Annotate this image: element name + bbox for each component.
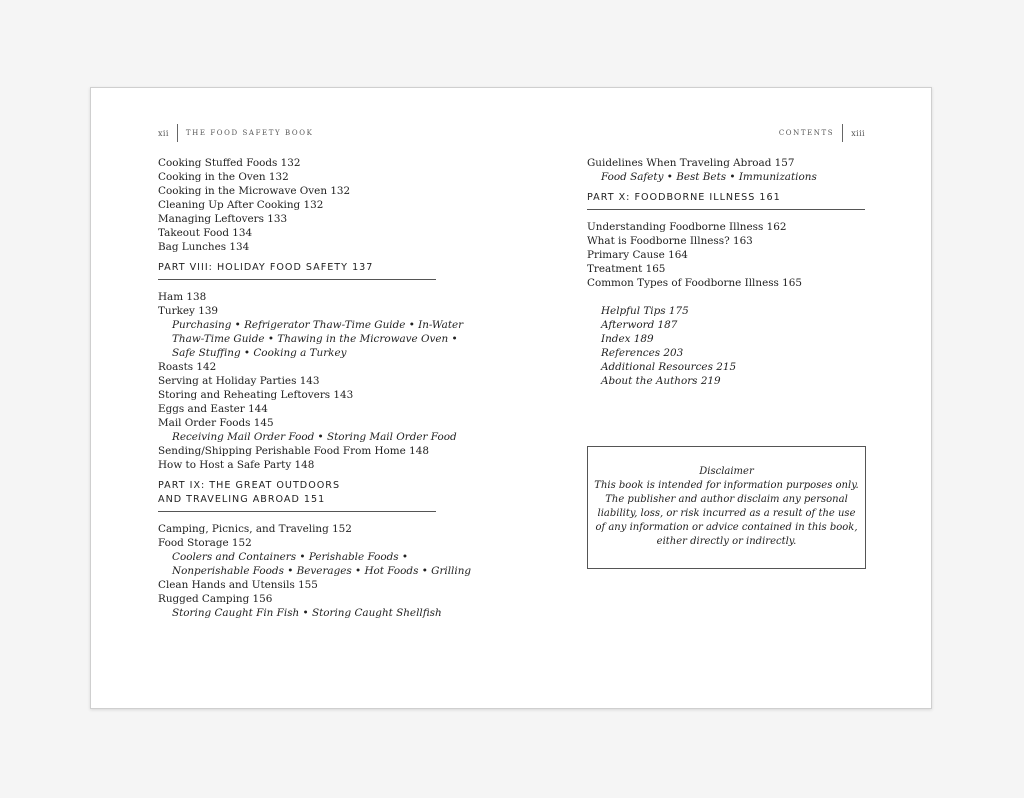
toc-subentry: Coolers and Containers • Perishable Foods • [172, 551, 409, 563]
toc-entry: Camping, Picnics, and Traveling 152 [158, 523, 352, 535]
disclaimer-line: The publisher and author disclaim any personal [605, 494, 848, 505]
toc-entry: Treatment 165 [587, 263, 666, 275]
toc-entry: Cooking in the Microwave Oven 132 [158, 185, 351, 197]
right-running-title: CONTENTS [778, 129, 835, 137]
back-matter-entry: Afterword 187 [601, 319, 678, 331]
toc-subentry: Food Safety • Best Bets • Immunizations [601, 171, 817, 183]
left-running-title: THE FOOD SAFETY BOOK [185, 129, 314, 137]
left-page-number: xii [158, 128, 169, 138]
right-toc-column [587, 156, 865, 388]
toc-entry: What is Foodborne Illness? 163 [587, 235, 753, 247]
running-head-divider [177, 124, 178, 142]
right-running-head [779, 124, 865, 142]
toc-entry: Managing Leftovers 133 [158, 213, 288, 225]
toc-subentry: Nonperishable Foods • Beverages • Hot Foods • Grilling [172, 565, 472, 577]
toc-entry: Mail Order Foods 145 [158, 417, 274, 429]
left-running-head [158, 124, 313, 142]
toc-entry: How to Host a Safe Party 148 [158, 459, 315, 471]
back-matter-entry: About the Authors 219 [601, 375, 721, 387]
disclaimer-line: liability, loss, or risk incurred as a result of the use [597, 508, 856, 519]
toc-entry: Bag Lunches 134 [158, 241, 250, 253]
left-toc-column [158, 156, 472, 620]
part-x-heading [587, 184, 865, 210]
toc-entry: Cooking in the Oven 132 [158, 171, 289, 183]
toc-entry: Primary Cause 164 [587, 249, 688, 261]
toc-entry: Roasts 142 [158, 361, 217, 373]
back-matter-entry: Helpful Tips 175 [601, 305, 689, 317]
toc-subentry: Purchasing • Refrigerator Thaw-Time Guide • In-Water [172, 319, 464, 331]
toc-subentry: Storing Caught Fin Fish • Storing Caught Shellfish [172, 607, 442, 619]
toc-entry: Sending/Shipping Perishable Food From Home 148 [158, 445, 429, 457]
toc-entry: Cleaning Up After Cooking 132 [158, 199, 324, 211]
toc-entry: Common Types of Foodborne Illness 165 [587, 277, 803, 289]
toc-subentry: Thaw-Time Guide • Thawing in the Microwave Oven • [172, 333, 458, 345]
toc-entry: Guidelines When Traveling Abroad 157 [587, 157, 795, 169]
disclaimer-title: Disclaimer [699, 466, 754, 477]
disclaimer-box [587, 446, 866, 569]
toc-entry: Food Storage 152 [158, 537, 252, 549]
toc-entry: Eggs and Easter 144 [158, 403, 268, 415]
toc-entry: Turkey 139 [158, 305, 219, 317]
part-viii-heading [158, 254, 436, 280]
book-spread [90, 87, 932, 709]
spacer [587, 290, 865, 304]
disclaimer-line: either directly or indirectly. [656, 536, 797, 547]
disclaimer-line: This book is intended for information purposes only. [594, 480, 859, 491]
part-ix-heading [158, 472, 436, 512]
disclaimer-line: of any information or advice contained in this book, [595, 522, 858, 533]
part-heading-text: PART VIII: HOLIDAY FOOD SAFETY 137 [158, 262, 374, 273]
toc-subentry: Receiving Mail Order Food • Storing Mail Order Food [172, 431, 457, 443]
running-head-divider [842, 124, 843, 142]
back-matter-entry: Additional Resources 215 [601, 361, 737, 373]
right-page-number: xiii [851, 128, 865, 138]
toc-entry: Rugged Camping 156 [158, 593, 273, 605]
toc-subentry: Safe Stuffing • Cooking a Turkey [172, 347, 347, 359]
toc-entry: Understanding Foodborne Illness 162 [587, 221, 787, 233]
part-heading-text: PART X: FOODBORNE ILLNESS 161 [587, 192, 781, 203]
toc-entry: Cooking Stuffed Foods 132 [158, 157, 301, 169]
toc-entry: Storing and Reheating Leftovers 143 [158, 389, 354, 401]
toc-entry: Takeout Food 134 [158, 227, 253, 239]
part-heading-text: PART IX: THE GREAT OUTDOORS [158, 480, 341, 491]
toc-entry: Clean Hands and Utensils 155 [158, 579, 318, 591]
back-matter-entry: Index 189 [601, 333, 654, 345]
back-matter-entry: References 203 [601, 347, 684, 359]
part-heading-text: AND TRAVELING ABROAD 151 [158, 494, 326, 505]
toc-entry: Ham 138 [158, 291, 207, 303]
toc-entry: Serving at Holiday Parties 143 [158, 375, 320, 387]
